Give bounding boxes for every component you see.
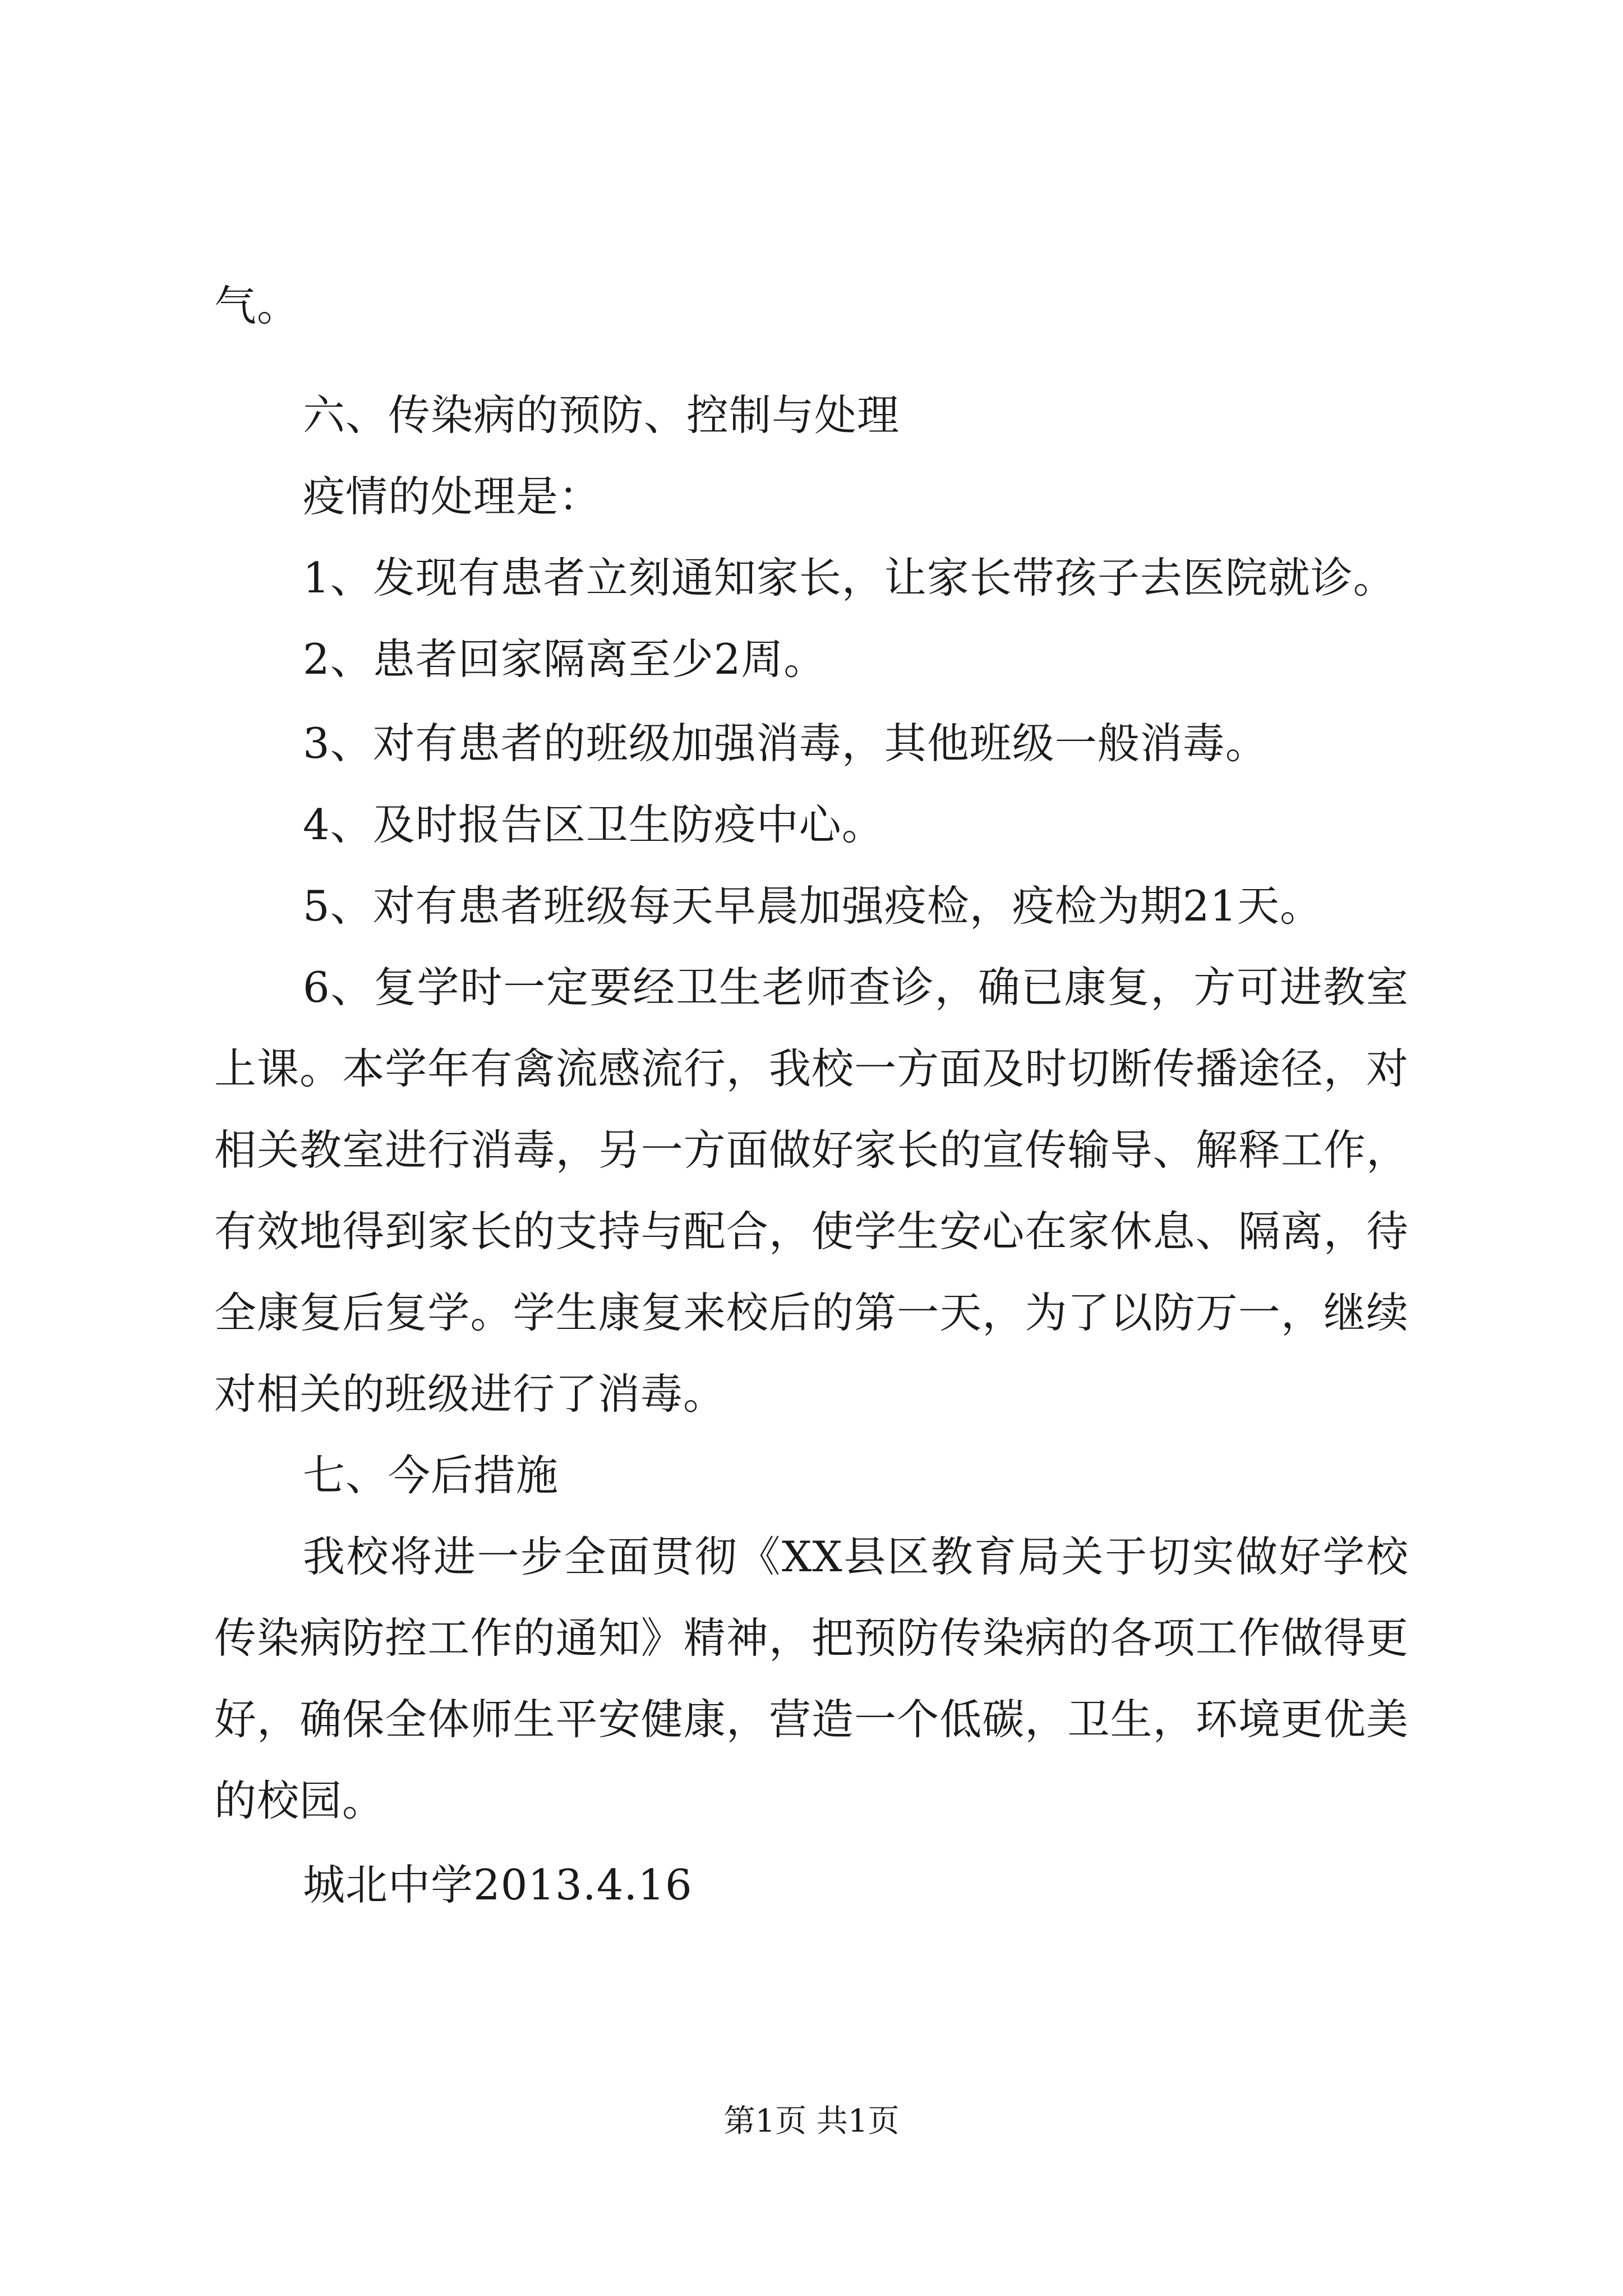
paragraph-line: 好，确保全体师生平安健康，营造一个低碳，卫生，环境更优美 — [214, 1695, 1409, 1744]
paragraph-line: 气。 — [214, 281, 300, 330]
section-heading: 七、今后措施 — [303, 1451, 559, 1500]
list-item: 6、复学时一定要经卫生老师查诊，确已康复，方可进教室 — [303, 963, 1409, 1012]
paragraph-line: 相关教室进行消毒，另一方面做好家长的宣传输导、解释工作， — [214, 1125, 1409, 1175]
paragraph-line: 的校园。 — [214, 1776, 385, 1825]
page-footer: 第1页 共1页 — [723, 2103, 900, 2139]
list-item: 4、及时报告区卫生防疫中心。 — [303, 800, 884, 849]
section-heading: 六、传染病的预防、控制与处理 — [303, 390, 900, 440]
paragraph-line: 疫情的处理是： — [303, 472, 602, 521]
paragraph-line: 传染病防控工作的通知》精神，把预防传染病的各项工作做得更 — [214, 1613, 1409, 1663]
signature-date: 城北中学2013.4.16 — [303, 1860, 693, 1910]
paragraph-line: 有效地得到家长的支持与配合，使学生安心在家休息、隔离，待 — [214, 1207, 1409, 1256]
paragraph-line: 对相关的班级进行了消毒。 — [214, 1369, 726, 1419]
list-item: 1、发现有患者立刻通知家长，让家长带孩子去医院就诊。 — [303, 553, 1396, 602]
list-item: 2、患者回家隔离至少2周。 — [303, 634, 827, 684]
paragraph-line: 我校将进一步全面贯彻《XX县区教育局关于切实做好学校 — [303, 1532, 1409, 1581]
paragraph-line: 全康复后复学。学生康复来校后的第一天，为了以防万一，继续 — [214, 1288, 1409, 1337]
paragraph-line: 上课。本学年有禽流感流行，我校一方面及时切断传播途径，对 — [214, 1044, 1409, 1093]
list-item: 5、对有患者班级每天早晨加强疫检，疫检为期21天。 — [303, 881, 1323, 931]
list-item: 3、对有患者的班级加强消毒，其他班级一般消毒。 — [303, 719, 1268, 768]
